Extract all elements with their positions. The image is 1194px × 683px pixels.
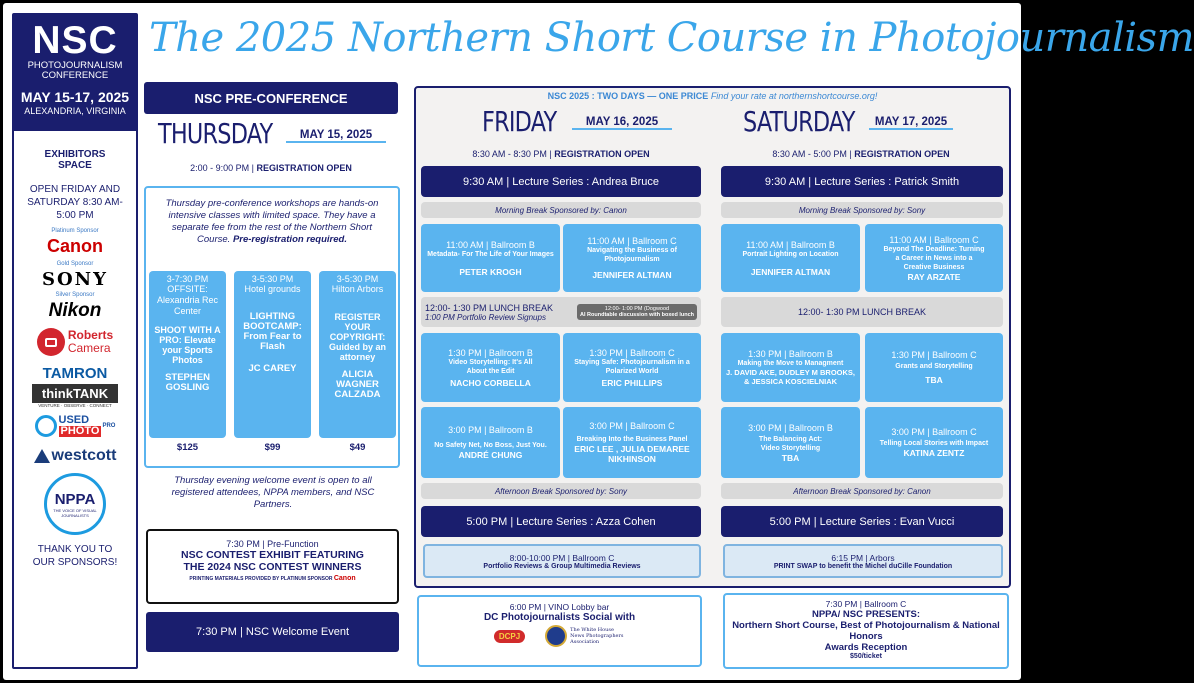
- workshop-price: $125: [176, 442, 199, 453]
- friday-afternoon-break: Afternoon Break Sponsored by: Sony: [421, 483, 701, 499]
- friday-lecture-morning[interactable]: 9:30 AM | Lecture Series : Andrea Bruce: [421, 166, 701, 197]
- session-title: Staying Safe: Photojournalism in a Polarized World: [574, 358, 690, 375]
- session-speaker: PETER KROGH: [459, 266, 522, 277]
- sidebar-subtitle: PHOTOJOURNALISM CONFERENCE: [27, 60, 123, 81]
- saturday-session-130c[interactable]: [865, 333, 1003, 402]
- banner: [414, 91, 1011, 101]
- nsc-logo: NSC: [32, 19, 118, 62]
- session-speaker: JENNIFER ALTMAN: [592, 270, 672, 280]
- session-title: Breaking Into the Business Panel: [576, 436, 688, 443]
- workshop-price: $49: [349, 442, 366, 453]
- refresh-icon: [35, 415, 57, 437]
- thursday-reg-label: REGISTRATION OPEN: [256, 163, 352, 173]
- session-speaker: ERIC PHILLIPS: [601, 377, 663, 388]
- saturday-session-11c[interactable]: [865, 224, 1003, 292]
- workshop-instructor: ALICIA WAGNER CALZADA: [334, 369, 381, 400]
- banner-link[interactable]: Find your rate at northernshortcourse.org!: [710, 91, 878, 101]
- silver-label: Silver Sponsor: [55, 292, 95, 298]
- whnpa-seal-icon: [545, 625, 567, 647]
- workshop-location: Hotel grounds: [244, 284, 301, 294]
- preconference-header: NSC PRE-CONFERENCE: [144, 82, 398, 114]
- saturday-lecture-evening[interactable]: 5:00 PM | Lecture Series : Evan Vucci: [721, 506, 1003, 537]
- friday-reg-time: 8:30 AM - 8:30 PM |: [472, 149, 555, 159]
- session-time: 11:00 AM | Ballroom C: [587, 236, 677, 246]
- dcpj-logo: DCPJ: [494, 630, 525, 643]
- session-time: 1:30 PM | Ballroom B: [748, 349, 833, 359]
- saturday-lecture-morning[interactable]: 9:30 AM | Lecture Series : Patrick Smith: [721, 166, 1003, 197]
- session-time: 3:00 PM | Ballroom C: [589, 421, 675, 431]
- session-time: 11:00 AM | Ballroom B: [746, 239, 835, 250]
- session-speaker: TBA: [781, 452, 800, 463]
- saturday-session-3b[interactable]: [721, 407, 860, 478]
- workshop-time: 3-5:30 PM: [336, 274, 379, 284]
- saturday-session-130b[interactable]: [721, 333, 860, 402]
- session-speaker: ANDRÉ CHUNG: [458, 450, 523, 460]
- workshop-sports[interactable]: [149, 271, 226, 438]
- saturday-print-swap[interactable]: [723, 544, 1003, 578]
- friday-date: MAY 16, 2025: [572, 116, 672, 130]
- friday-registration: [421, 149, 701, 159]
- session-time: 11:00 AM | Ballroom C: [889, 234, 979, 245]
- session-title: Grants and Storytelling: [895, 363, 973, 370]
- awards-price: $50/ticket: [850, 653, 882, 660]
- session-title: Navigating the Business of Photojournalism: [587, 247, 677, 263]
- thinktank-logo: thinkTANK: [32, 384, 118, 403]
- portfolio-signups: 1:00 PM Portfolio Review Signups: [425, 312, 546, 322]
- roundtable-title: AI Roundtable discussion with boxed lunch: [580, 312, 694, 318]
- workshop-title: LIGHTING BOOTCAMP: From Fear to Flash: [243, 311, 302, 352]
- session-speaker: RAY ARZATE: [907, 271, 961, 282]
- session-speaker: NACHO CORBELLA: [450, 377, 531, 388]
- friday-session-130b[interactable]: [421, 333, 560, 402]
- friday-reg-label: REGISTRATION OPEN: [554, 149, 650, 159]
- workshop-lighting[interactable]: [234, 271, 311, 438]
- exhibit-time: 7:30 PM | Pre-Function: [226, 539, 319, 549]
- session-title: No Safety Net, No Boss, Just You.: [434, 442, 547, 449]
- sidebar-header: [14, 15, 136, 131]
- friday-lecture-evening[interactable]: 5:00 PM | Lecture Series : Azza Cohen: [421, 506, 701, 537]
- social-title: DC Photojournalists Social with: [483, 612, 636, 623]
- session-title: The Balancing Act: Video Storytelling: [758, 435, 823, 452]
- saturday-afternoon-break: Afternoon Break Sponsored by: Canon: [721, 483, 1003, 499]
- workshops-desc-bold: Pre-registration required.: [232, 234, 347, 245]
- camera-text: Camera: [67, 341, 111, 355]
- session-title: Making the Move to Managment: [737, 360, 844, 367]
- exhibit-title: NSC CONTEST EXHIBIT FEATURING THE 2024 NSC CONTEST WINNERS: [181, 549, 364, 573]
- contest-exhibit-box[interactable]: [146, 529, 399, 604]
- event-title: PRINT SWAP to benefit the Michel duCille Foundation: [773, 562, 953, 570]
- roberts-logo: [14, 328, 136, 356]
- nppa-tagline: THE VOICE OF VISUAL JOURNALISTS: [53, 507, 97, 518]
- nikon-logo: Nikon: [48, 300, 102, 321]
- awards-reception-box[interactable]: [723, 593, 1009, 669]
- banner-bold: NSC 2025 : TWO DAYS — ONE PRICE: [547, 91, 709, 101]
- sidebar-location: ALEXANDRIA, VIRGINIA: [24, 106, 126, 116]
- workshop-time: 3-7:30 PM: [166, 274, 209, 284]
- friday-session-3b[interactable]: [421, 407, 560, 478]
- westcott-mark-icon: [34, 449, 50, 463]
- camera-icon: [37, 328, 65, 356]
- schedule-page: [3, 3, 1194, 680]
- workshops-desc-text: Thursday pre-conference workshops are hands-on intensive classes with limited space. They have a separate fee from the rest of the Northern Short Course.: [165, 198, 379, 245]
- friday-portfolio-reviews[interactable]: [423, 544, 701, 578]
- used-text: USED: [58, 414, 90, 426]
- session-time: 3:00 PM | Ballroom C: [891, 427, 977, 437]
- workshop-instructor: STEPHEN GOSLING: [165, 372, 210, 393]
- event-title: Portfolio Reviews & Group Multimedia Reviews: [483, 562, 641, 570]
- workshops-description: [146, 188, 398, 246]
- welcome-event[interactable]: 7:30 PM | NSC Welcome Event: [146, 612, 399, 652]
- session-speaker: J. DAVID AKE, DUDLEY M BROOKS, & JESSICA KOSCIELNIAK: [725, 368, 856, 386]
- session-title: Telling Local Stories with Impact: [879, 440, 989, 447]
- session-title: Beyond The Deadline: Turning a Career in News into a Creative Business: [883, 245, 985, 271]
- session-title: Metadata- For The Life of Your Images: [427, 250, 554, 258]
- ai-roundtable[interactable]: [577, 304, 697, 320]
- nppa-logo: [44, 473, 106, 535]
- saturday-lunch: 12:00- 1:30 PM LUNCH BREAK: [721, 297, 1003, 327]
- whnpa-logo-text: The White House News Photographers Association: [570, 627, 624, 645]
- evening-note: Thursday evening welcome event is open to all registered attendees, NPPA members, and NSC Partners.: [171, 475, 375, 510]
- saturday-session-11b[interactable]: [721, 224, 860, 292]
- workshop-location: OFFSITE: Alexandria Rec Center: [156, 284, 219, 316]
- session-time: 1:30 PM | Ballroom B: [448, 347, 533, 358]
- session-time: 3:00 PM | Ballroom B: [448, 425, 533, 435]
- workshop-instructor: JC CAREY: [248, 363, 297, 374]
- event-time: 6:15 PM | Arbors: [831, 552, 895, 563]
- friday-session-11b[interactable]: [421, 224, 560, 292]
- thursday-registration: [144, 163, 398, 173]
- session-speaker: TBA: [925, 375, 943, 385]
- exhibitors-heading: EXHIBITORS SPACE: [44, 149, 106, 171]
- friday-title: FRIDAY: [482, 105, 557, 138]
- saturday-registration: [721, 149, 1001, 159]
- canon-logo: Canon: [333, 575, 356, 582]
- usedphotopro-logo: [14, 415, 136, 437]
- page-title: The 2025 Northern Short Course in Photojournalism: [149, 15, 1194, 61]
- pro-text: PRO: [102, 423, 116, 429]
- thinktank-tagline: VENTURE · OBSERVE · CONNECT: [38, 403, 112, 408]
- session-title: Video Storytelling: It's All About the Edit: [448, 358, 533, 375]
- workshop-title: REGISTER YOUR COPYRIGHT: Guided by an attorney: [328, 312, 386, 362]
- workshop-time: 3-5:30 PM: [251, 274, 294, 284]
- friday-lunch: [421, 297, 701, 327]
- sony-logo: SONY: [42, 269, 108, 290]
- workshop-location: Hilton Arbors: [331, 284, 384, 294]
- social-time: 6:00 PM | VINO Lobby bar: [509, 602, 610, 612]
- workshop-title: SHOOT WITH A PRO: Elevate your Sports Photos: [154, 325, 221, 365]
- roundtable-time: 12:00- 1:00 PM (Dogwood: [604, 306, 670, 312]
- session-time: 3:00 PM | Ballroom B: [748, 422, 833, 433]
- session-title: Portrait Lighting on Location: [742, 250, 839, 258]
- thanks-text: THANK YOU TO OUR SPONSORS!: [32, 544, 118, 568]
- session-time: 11:00 AM | Ballroom B: [446, 239, 535, 250]
- friday-session-130c[interactable]: [563, 333, 701, 402]
- workshop-copyright[interactable]: [319, 271, 396, 438]
- friday-session-11c[interactable]: [563, 224, 701, 292]
- thursday-title: THURSDAY: [158, 117, 273, 150]
- session-speaker: JENNIFER ALTMAN: [750, 266, 831, 277]
- workshop-price: $99: [264, 442, 281, 453]
- dc-social-box[interactable]: [417, 595, 702, 667]
- nppa-text: NPPA: [54, 490, 96, 508]
- sidebar-dates: MAY 15-17, 2025: [20, 89, 130, 105]
- lunch-label: 12:00- 1:30 PM LUNCH BREAK: [425, 302, 554, 313]
- session-speaker: ERIC LEE , JULIA DEMAREE NIKHINSON: [574, 444, 690, 464]
- westcott-logo: [14, 447, 136, 465]
- saturday-morning-break: Morning Break Sponsored by: Sony: [721, 202, 1003, 218]
- canon-logo: Canon: [47, 236, 103, 256]
- thursday-date: MAY 15, 2025: [286, 129, 386, 143]
- gold-label: Gold Sponsor: [56, 261, 94, 267]
- tamron-logo: TAMRON: [42, 365, 108, 382]
- awards-time: 7:30 PM | Ballroom C: [825, 599, 907, 609]
- awards-title: Northern Short Course, Best of Photojournalism & National Honors: [732, 620, 1000, 642]
- thursday-reg-time: 2:00 - 9:00 PM |: [190, 163, 257, 173]
- saturday-reg-label: REGISTRATION OPEN: [854, 149, 950, 159]
- session-time: 1:30 PM | Ballroom C: [589, 347, 675, 358]
- platinum-label: Platinum Sponsor: [51, 228, 99, 234]
- friday-morning-break: Morning Break Sponsored by: Canon: [421, 202, 701, 218]
- friday-session-3c[interactable]: [563, 407, 701, 478]
- event-time: 8:00-10:00 PM | Ballroom C: [509, 552, 615, 563]
- sidebar: [12, 13, 138, 669]
- saturday-date: MAY 17, 2025: [869, 116, 953, 130]
- session-speaker: KATINA ZENTZ: [903, 448, 965, 458]
- exhibitors-hours: OPEN FRIDAY AND SATURDAY 8:30 AM-5:00 PM: [27, 184, 123, 221]
- photo-text: PHOTO: [60, 425, 100, 437]
- awards-reception: Awards Reception: [824, 642, 908, 653]
- session-time: 1:30 PM | Ballroom C: [891, 350, 977, 360]
- saturday-session-3c[interactable]: [865, 407, 1003, 478]
- awards-presenter: NPPA/ NSC PRESENTS:: [811, 609, 921, 620]
- saturday-reg-time: 8:30 AM - 5:00 PM |: [772, 149, 855, 159]
- westcott-text: westcott: [51, 447, 117, 464]
- roberts-text: Roberts: [67, 328, 114, 342]
- saturday-title: SATURDAY: [743, 105, 855, 138]
- exhibit-sponsor-note: PRINTING MATERIALS PROVIDED BY PLATINUM SPONSOR: [189, 576, 333, 582]
